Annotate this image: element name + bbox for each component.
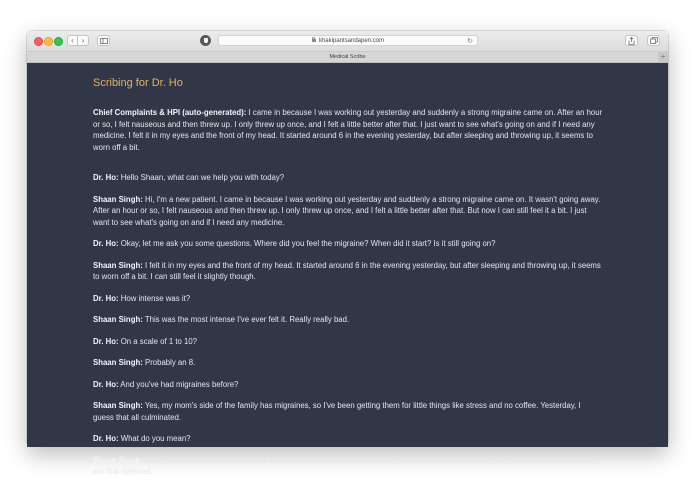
new-tab-button[interactable]: +: [658, 52, 668, 62]
speaker-name: Shaan Singh:: [93, 455, 143, 465]
share-icon: [628, 37, 635, 45]
share-button[interactable]: [625, 35, 638, 46]
utterance-text: Hi, I'm a new patient. I came in because I was working out yesterday and suddenly a strong migraine came on. It wasn't going away. After an hour or so, I felt nauseous and then threw up. I only threw up once, and I felt a little better after that. But now I can still feel it a bit. I just want to see what's going on and if I need any medicine.: [93, 194, 601, 227]
transcript-line: [93, 314, 603, 326]
sidebar-toggle-button[interactable]: [97, 35, 110, 46]
shield-icon: [204, 38, 208, 43]
transcript-line: [93, 238, 603, 250]
minimize-window-button[interactable]: [44, 37, 53, 46]
address-bar[interactable]: [218, 35, 478, 46]
sidebar-icon: [100, 38, 108, 44]
tab-bar: [27, 52, 668, 63]
speaker-name: Dr. Ho:: [93, 173, 119, 182]
speaker-name: Dr. Ho:: [93, 434, 119, 443]
page-content: [27, 63, 668, 476]
utterance-text: What do you mean?: [118, 434, 191, 443]
summary-label: Chief Complaints & HPI (auto-generated):: [93, 108, 247, 117]
transcript-line: [93, 379, 603, 391]
browser-window: [27, 31, 668, 476]
transcript-line: [93, 172, 603, 184]
utterance-text: Okay, let me ask you some questions. Where did you feel the migraine? When did it start? Is it still going on?: [118, 239, 496, 248]
zoom-window-button[interactable]: [54, 37, 63, 46]
transcript-line: [93, 336, 603, 348]
transcript-line: [93, 357, 603, 369]
utterance-text: Well I had less coffee than I usually do, and I worked out unusually hard. And maybe I was stressed, though I don't really think that I am that stressed.: [93, 455, 599, 476]
utterance-text: I felt it in my eyes and the front of my head. It started around 6 in the evening yesterday, but after sleeping and throwing up, it seems to worn off a bit. I can still feel it slightly though.: [93, 260, 601, 281]
utterance-text: How intense was it?: [118, 293, 191, 303]
speaker-name: Dr. Ho:: [93, 293, 119, 303]
transcript-line: [93, 433, 603, 445]
transcript-line: [93, 400, 603, 423]
utterance-text: Yes, my mom's side of the family has migraines, so I've been getting them for little things like stress and no coffee. Yesterday, I guess that all culminated.: [93, 401, 581, 422]
transcript-line: [93, 194, 603, 229]
show-tabs-button[interactable]: [647, 35, 660, 46]
speaker-name: Shaan Singh:: [93, 401, 143, 410]
speaker-name: Shaan Singh:: [93, 315, 143, 324]
chief-complaint-summary: [93, 107, 603, 153]
transcript-line: [93, 260, 603, 283]
transcript: [93, 172, 668, 478]
utterance-text: Probably an 8.: [142, 358, 196, 367]
browser-toolbar: [27, 31, 668, 52]
transcript-line: [93, 455, 603, 478]
utterance-text: This was the most intense I've ever felt it. Really really bad.: [142, 315, 350, 324]
page-title: Scribing for Dr. Ho: [93, 77, 183, 89]
utterance-text: And you've had migraines before?: [118, 379, 239, 389]
close-window-button[interactable]: [34, 37, 43, 46]
utterance-text: On a scale of 1 to 10?: [118, 336, 198, 346]
tab-medical-scribe[interactable]: Medical Scribe: [329, 54, 366, 60]
speaker-name: Shaan Singh:: [93, 358, 143, 367]
speaker-name: Shaan Singh:: [93, 194, 143, 204]
speaker-name: Shaan Singh:: [93, 260, 143, 270]
forward-button[interactable]: [78, 35, 89, 46]
reload-icon[interactable]: ↻: [467, 38, 473, 45]
back-button[interactable]: [67, 35, 78, 46]
utterance-text: Hello Shaan, what can we help you with today?: [118, 173, 285, 182]
transcript-line: [93, 293, 603, 305]
speaker-name: Dr. Ho:: [93, 239, 119, 248]
tabs-overview-icon: [650, 37, 658, 44]
privacy-shield-button[interactable]: [200, 35, 211, 46]
summary-text: I came in because I was working out yesterday and suddenly a strong migraine came on. After an hour or so, I felt nauseous and then threw up. I only threw up once, and I felt a little better after that. I just want to see what's going on and if I need any medicine. I felt it in my eyes and the front of my head. It started around 6 in the evening yesterday, but after sleeping and throwing up, it seems to worn off a bit.: [93, 108, 603, 152]
chevron-right-icon: ›: [81, 35, 85, 45]
speaker-name: Dr. Ho:: [93, 336, 119, 346]
lock-icon: [312, 39, 316, 42]
chevron-left-icon: ‹: [71, 35, 74, 45]
address-url: khakipantsandapen.com: [318, 37, 385, 44]
speaker-name: Dr. Ho:: [93, 379, 119, 389]
